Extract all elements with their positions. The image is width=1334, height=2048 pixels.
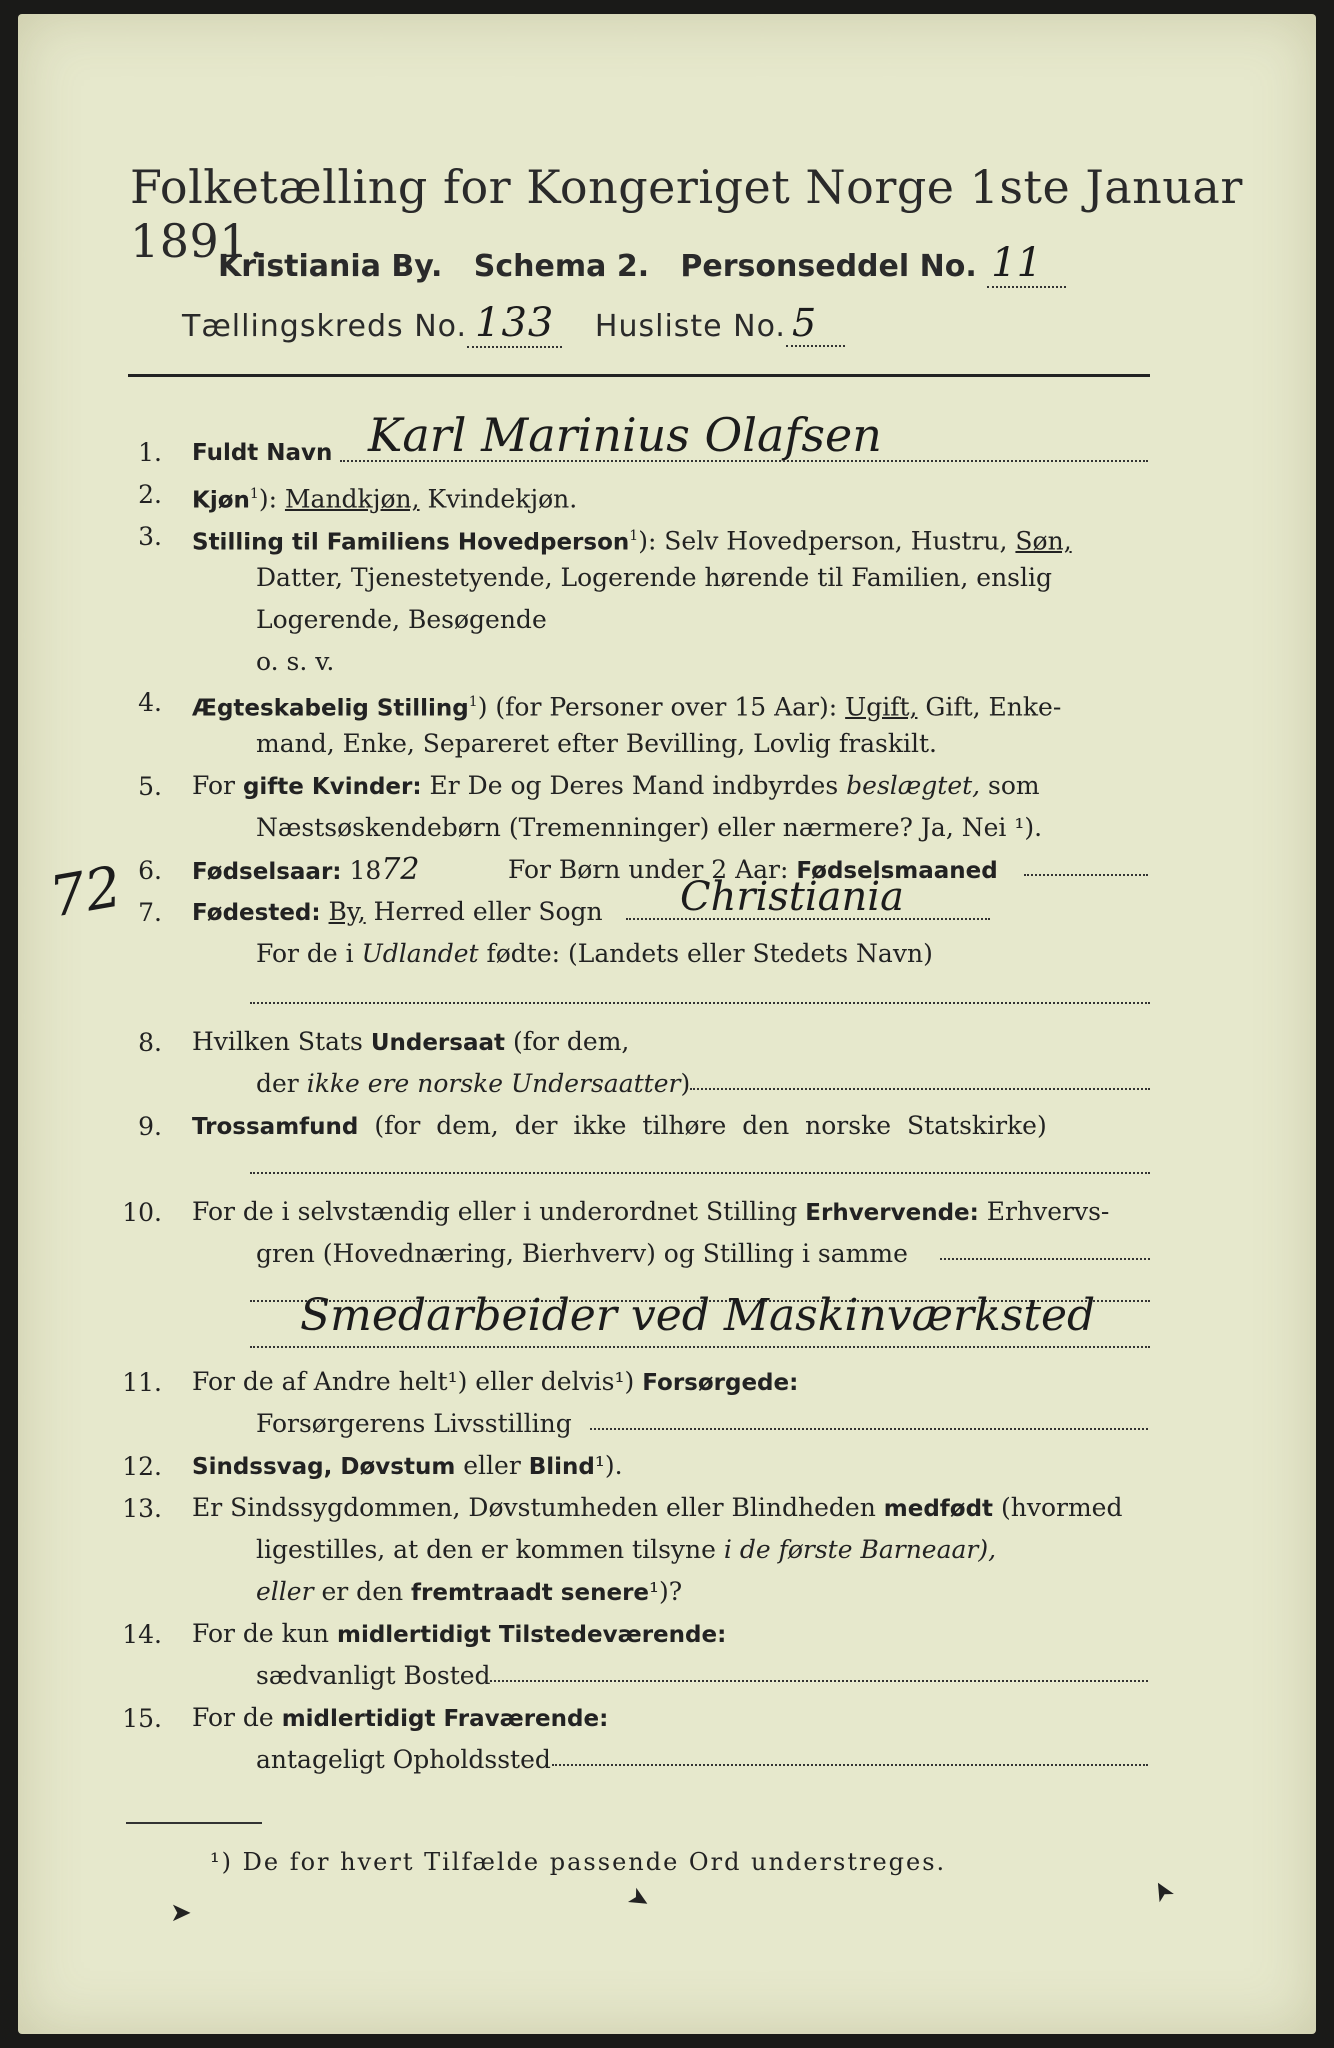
q15-line2: antageligt Opholdssted [256,1745,551,1774]
q5-line1 [192,770,1040,803]
q14-line2: sædvanligt Bosted [256,1661,491,1690]
q10-line1 [192,1196,1109,1229]
birth-month-label: Fødselsmaaned [796,858,998,884]
q10-line2: gren (Hovednæring, Bierhverv) og Stilling i samme [256,1239,908,1268]
q13-line1 [192,1492,1122,1525]
q13-first-years: i de første Barneaar), [723,1535,997,1564]
q8-line2-a: der [256,1069,307,1098]
sex-option-female: Kvindekjøn. [419,484,578,514]
q3-line2: Datter, Tjenestetyende, Logerende hørende til Familien, enslig [256,563,1053,592]
married-women-label: gifte Kvinder: [242,774,422,800]
marital-status-selected: Ugift, [845,692,918,722]
q5-line2: Næstsøskendebørn (Tremenninger) eller nærmere? Ja, Nei ¹). [256,813,1043,842]
occupation-label: Erhvervende: [805,1200,979,1226]
q2-colon: ): [258,484,277,514]
q9-line1 [192,1110,1047,1143]
q12-line1 [192,1450,623,1483]
birth-month-line [1024,874,1148,876]
q7-line2-a: For de i [256,939,362,968]
arrow-mark-icon: ➤ [1144,1874,1182,1908]
margin-note: 72 [44,854,127,931]
husliste-label: Husliste No. [594,309,786,344]
q5-lead: For [192,771,243,800]
q13-line2 [256,1534,996,1566]
q12-text2: ¹). [594,1451,623,1480]
q6-line1 [192,854,441,888]
q13-line3-a: er den [313,1577,412,1606]
husliste-number: 5 [786,301,845,347]
q8-line2 [256,1068,690,1100]
q4-line1 [192,686,1061,724]
arrow-mark-icon: ➤ [170,1898,192,1928]
q4-line2: mand, Enke, Separeret efter Bevilling, Lovlig fraskilt. [256,729,937,758]
q14-line1 [192,1618,726,1651]
full-name-answer: Karl Marinius Olafsen [368,408,882,462]
q13-or: eller [256,1577,314,1606]
taellingskreds-label: Tællingskreds No. [182,309,467,344]
q10-text2: Erhvervs- [978,1197,1110,1226]
q11-number: 11. [122,1368,162,1397]
temporarily-present-label: midlertidigt Tilstedeværende: [336,1622,727,1648]
q8-line1 [192,1026,629,1059]
q1-label [192,436,332,469]
q12-text1: eller [455,1451,529,1480]
q11-line1 [192,1366,798,1399]
q5-related: beslægtet, [846,771,981,800]
q13-line3-c: ¹)? [649,1577,683,1606]
religion-label: Trossamfund [192,1114,359,1140]
q11-text1: For de af Andre helt¹) eller delvis¹) [192,1367,643,1396]
q5-number: 5. [138,772,162,801]
q7-number: 7. [138,898,162,927]
q5-text2: som [980,771,1040,800]
q13-text1: Er Sindssygdommen, Døvstumheden eller Blindheden [192,1493,884,1522]
birth-year-answer: 72 [381,852,420,887]
citizenship-label: Undersaat [370,1030,505,1056]
q2-text [192,478,577,516]
family-position-selected: Søn, [1015,526,1072,556]
q4-number: 4. [138,688,162,717]
q8-not-norwegian: ikke ere norske Undersaatter [306,1069,681,1098]
occupation-answer: Smedarbeider ved Maskinværksted [300,1290,1096,1341]
schema-line [218,240,1066,286]
q8-text2: (for dem, [505,1027,630,1056]
q7-text1: Herred eller Sogn [365,897,603,926]
q13-text2: (hvormed [993,1493,1123,1522]
q7-line1 [192,896,603,929]
disability-label: Sindssvag, Døvstum [192,1454,456,1480]
q1-number: 1. [138,438,162,467]
schema-line-prefix: Kristiania By. Schema 2. Personseddel No. [218,249,977,284]
q8-line2-b: ) [680,1069,691,1098]
citizenship-line [690,1088,1150,1090]
congenital-label: medfødt [883,1496,994,1522]
footnote: ¹) De for hvert Tilfælde passende Ord understreges. [210,1848,947,1876]
birthplace-answer: Christiania [680,874,904,920]
q3-line4: o. s. v. [256,647,335,676]
q12-number: 12. [122,1452,162,1481]
provider-line [590,1428,1148,1430]
q7-line2 [256,938,933,970]
usual-residence-line [490,1680,1148,1682]
foreign-birthplace-line [250,1002,1150,1004]
religion-line [250,1172,1150,1174]
temporarily-absent-label: midlertidigt Fraværende: [281,1706,609,1732]
q6-number: 6. [138,856,162,885]
dependents-label: Forsørgede: [642,1370,799,1396]
q3-sup: 1 [629,528,639,544]
q15-text1: For de [192,1703,282,1732]
q2-number: 2. [138,480,162,509]
q14-number: 14. [122,1620,162,1649]
taellingskreds-number: 133 [467,300,562,348]
q9-number: 9. [138,1112,162,1141]
birthplace-label: Fødested: [192,900,321,926]
sex-option-male: Mandkjøn, [284,484,420,514]
q10-number: 10. [122,1198,162,1227]
q15-number: 15. [122,1704,162,1733]
later-onset-label: fremtraadt senere [411,1580,650,1606]
q9-text1: (for dem, der ikke tilhøre den norske Statskirke) [358,1111,1047,1140]
footnote-rule [126,1822,262,1824]
q13-line3 [256,1576,682,1609]
q3-line1 [192,520,1072,558]
occupation-line-3 [250,1346,1150,1348]
birthplace-selected: By, [328,897,366,926]
q3-number: 3. [138,522,162,551]
q10-text1: For de i selvstændig eller i underordnet Stilling [192,1197,806,1226]
header-rule [128,374,1150,377]
family-position-label: Stilling til Familiens Hovedperson [192,529,630,556]
probable-residence-line [552,1764,1148,1766]
birth-year-prefix: 18 [341,856,382,885]
q13-number: 13. [122,1494,162,1523]
q2-sup: 1 [249,486,259,502]
q3-options: ): Selv Hovedperson, Hustru, [638,526,1016,556]
personseddel-number: 11 [987,240,1066,288]
q7-line2-b: fødte: (Landets eller Stedets Navn) [478,939,933,968]
marital-status-label: Ægteskabelig Stilling [192,695,469,722]
q3-line3: Logerende, Besøgende [256,605,547,634]
q7-abroad: Udlandet [361,939,479,968]
birth-year-label: Fødselsaar: [192,859,342,885]
q8-text1: Hvilken Stats [192,1027,371,1056]
blind-label: Blind [528,1454,595,1480]
q8-number: 8. [138,1028,162,1057]
q4-text2: Gift, Enke- [917,692,1062,722]
q6-under2-text: For Børn under 2 Aar: [508,855,797,884]
q4-sup: 1 [468,694,478,710]
q13-line2-a: ligestilles, at den er kommen tilsyne [256,1535,724,1564]
arrow-mark-icon: ➤ [621,1880,656,1918]
q14-text1: For de kun [192,1619,337,1648]
occupation-line-1 [940,1258,1150,1260]
sex-label: Kjøn [192,487,250,514]
q11-line2: Forsørgerens Livsstilling [256,1409,572,1438]
form-title: Folketælling for Kongeriget Norge 1ste Januar 1891. [130,160,1243,268]
q4-text1: ) (for Personer over 15 Aar): [477,692,846,722]
q5-text1: Er De og Deres Mand indbyrdes [421,771,847,800]
full-name-label: Fuldt Navn [192,440,333,466]
q15-line1 [192,1702,608,1735]
district-line [182,300,845,346]
